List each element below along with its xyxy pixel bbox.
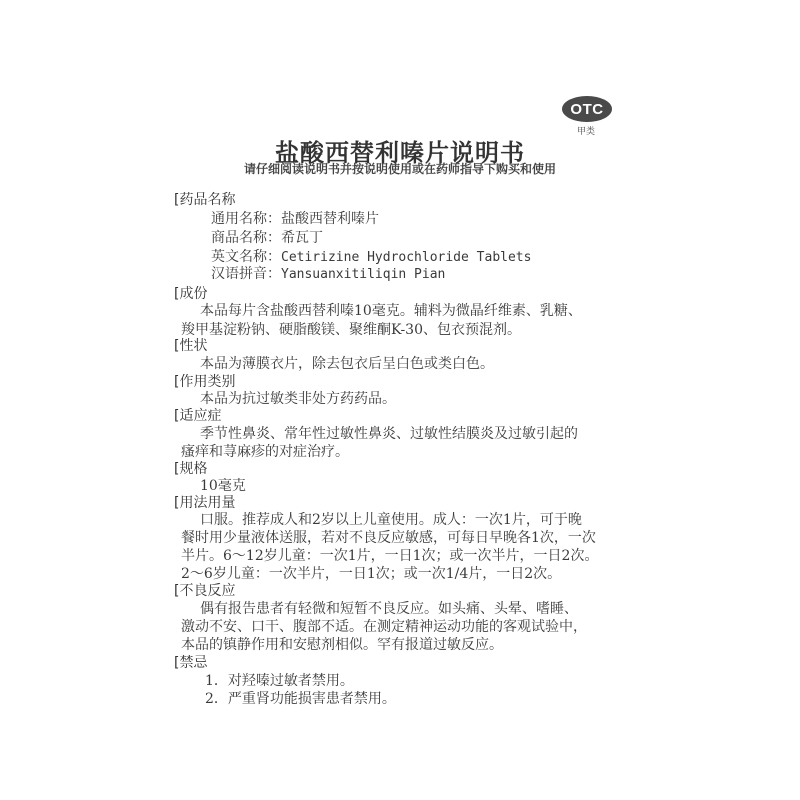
adverse-line: 本品的镇静作用和安慰剂相似。罕有报道过敏反应。 <box>181 637 503 653</box>
section-heading-specification: [ 规格 <box>174 460 207 478</box>
section-heading-composition: [ 成份 <box>174 285 207 303</box>
dosage-line: 餐时用少量液体送服，若对不良反应敏感，可每日早晚各1次，一次 <box>181 530 596 546</box>
otc-badge: OTC <box>562 96 612 122</box>
dosage-line: 口服。推荐成人和2岁以上儿童使用。成人：一次1片，可于晚 <box>200 512 582 528</box>
section-heading-dosage: [ 用法用量 <box>174 494 235 512</box>
adverse-line: 偶有报告患者有轻微和短暂不良反应。如头痛、头晕、嗜睡、 <box>200 601 578 617</box>
english-name-value: Cetirizine Hydrochloride Tablets <box>281 250 532 265</box>
description-line: 本品为薄膜衣片，除去包衣后呈白色或类白色。 <box>200 356 494 372</box>
indications-line: 季节性鼻炎、常年性过敏性鼻炎、过敏性结膜炎及过敏引起的 <box>200 426 578 442</box>
pinyin-name <box>211 265 445 284</box>
composition-line: 本品每片含盐酸西替利嗪10毫克。辅料为微晶纤维素、乳糖、 <box>200 303 582 319</box>
section-heading-drug-name: [ 药品名称 <box>174 191 235 209</box>
indications-line: 瘙痒和荨麻疹的对症治疗。 <box>181 444 349 460</box>
dosage-line: 半片。6～12岁儿童：一次1片，一日1次；或一次半片，一日2次。 <box>181 548 599 564</box>
dosage-line: 2～6岁儿童：一次半片，一日1次；或一次1/4片，一日2次。 <box>181 566 562 582</box>
contraindication-item: 1．对羟嗪过敏者禁用。 <box>205 673 354 689</box>
contraindication-item: 2．严重肾功能损害患者禁用。 <box>205 691 396 707</box>
otc-category-label: 甲类 <box>577 127 596 137</box>
pinyin-name-value: Yansuanxitiliqin Pian <box>281 267 446 282</box>
section-heading-description: [ 性状 <box>174 337 207 355</box>
pinyin-name-label: 汉语拼音： <box>211 266 281 282</box>
english-name-label: 英文名称： <box>211 249 281 265</box>
trade-name: 商品名称：希瓦丁 <box>211 230 323 246</box>
section-heading-contraindications: [ 禁忌 <box>174 654 207 672</box>
adverse-line: 激动不安、口干、腹部不适。在测定精神运动功能的客观试验中， <box>181 619 587 635</box>
composition-line: 羧甲基淀粉钠、硬脂酸镁、聚维酮K-30、包衣预混剂。 <box>181 322 521 338</box>
document-subtitle: 请仔细阅读说明书并按说明使用或在药师指导下购买和使用 <box>243 162 556 176</box>
category-line: 本品为抗过敏类非处方药药品。 <box>200 391 396 407</box>
section-heading-indications: [ 适应症 <box>174 407 221 425</box>
document-title: 盐酸西替利嗪片说明书 <box>275 139 525 167</box>
generic-name: 通用名称：盐酸西替利嗪片 <box>211 211 379 227</box>
specification-line: 10毫克 <box>200 478 246 494</box>
section-heading-adverse-reactions: [ 不良反应 <box>174 582 235 600</box>
section-heading-category: [ 作用类别 <box>174 373 235 391</box>
